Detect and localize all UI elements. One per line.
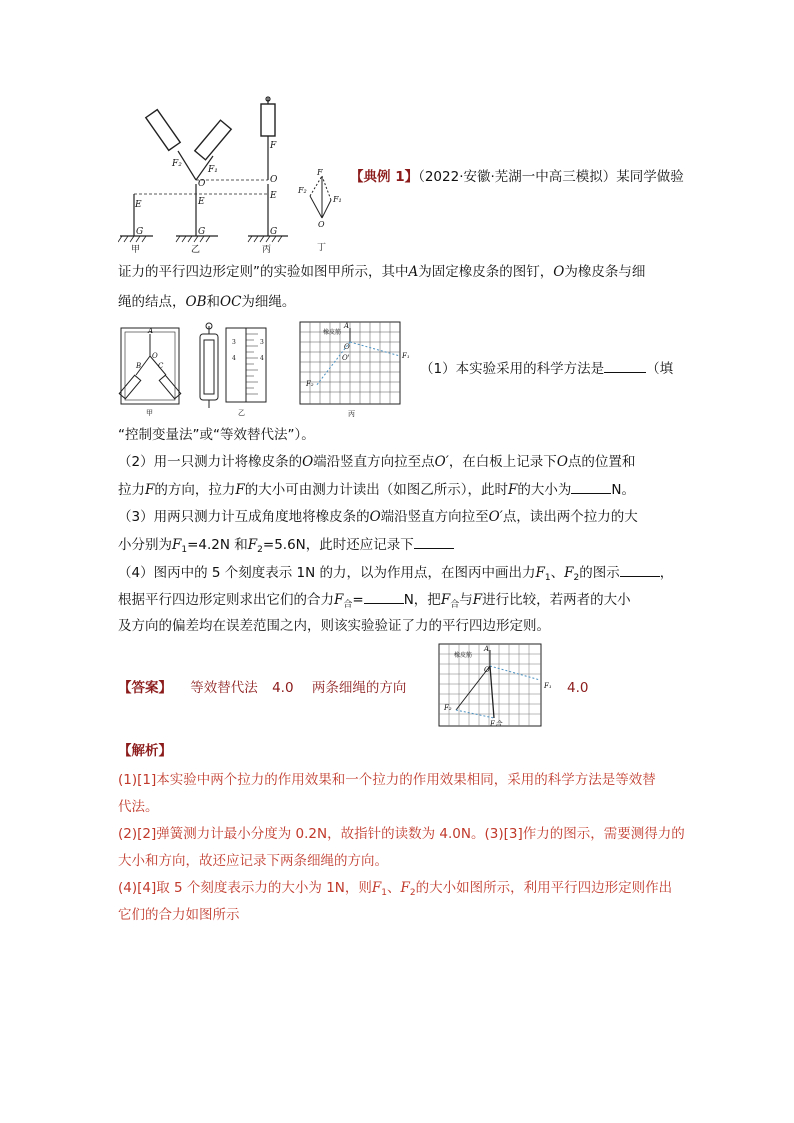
text: 与 xyxy=(459,592,473,608)
question-4-line-3 xyxy=(118,616,550,636)
question-3-line-2 xyxy=(118,534,454,560)
text: 绳的结点， xyxy=(118,294,186,310)
text: 的图示 xyxy=(579,565,620,581)
text: 为固定橡皮条的图钉， xyxy=(418,264,554,280)
svg-text:A: A xyxy=(484,645,490,653)
svg-text:E: E xyxy=(135,200,142,210)
svg-text:G: G xyxy=(198,227,206,237)
text: =5.6N，此时还应记录下 xyxy=(262,537,414,553)
text: O′ xyxy=(488,509,503,525)
text: 和 xyxy=(206,294,220,310)
text: 的大小为 xyxy=(517,482,572,498)
text: A xyxy=(408,264,419,280)
question-1-line-1 xyxy=(420,358,673,379)
svg-text:O: O xyxy=(198,179,206,189)
svg-text:F₂: F₂ xyxy=(172,159,182,169)
text: 2 xyxy=(409,888,416,898)
text: OC xyxy=(220,294,242,310)
text: O xyxy=(369,509,381,525)
svg-text:E: E xyxy=(198,197,205,207)
answer-row xyxy=(118,678,406,698)
answer-3: 两条细绳的方向 xyxy=(311,680,407,696)
svg-text:橡皮筋: 橡皮筋 xyxy=(323,329,342,336)
text: 端沿竖直方向拉至 xyxy=(380,509,489,525)
svg-text:乙: 乙 xyxy=(191,245,201,255)
svg-text:甲: 甲 xyxy=(146,409,153,417)
text: F xyxy=(334,592,344,608)
text: （填 xyxy=(646,361,674,377)
svg-text:F₂: F₂ xyxy=(298,186,307,195)
question-1-line-2 xyxy=(118,425,315,445)
answer-blank[interactable] xyxy=(364,589,404,604)
text: 根据平行四边形定则求出它们的合力 xyxy=(118,592,334,608)
text: F xyxy=(564,565,574,581)
answer-blank[interactable] xyxy=(571,479,611,494)
text: 2 xyxy=(257,545,263,555)
svg-text:A: A xyxy=(148,327,154,335)
text: 2 xyxy=(573,573,580,583)
text: ，在白板上记录下 xyxy=(448,454,557,470)
svg-text:F: F xyxy=(270,141,277,151)
text: 证力的平行四边形定则”的实验如图甲所示，其中 xyxy=(118,264,409,280)
svg-text:A: A xyxy=(344,322,350,330)
svg-text:F₁: F₁ xyxy=(402,352,410,360)
svg-text:E: E xyxy=(270,191,277,201)
intro-text: 某同学做验 xyxy=(616,169,684,185)
svg-text:O': O' xyxy=(342,354,350,362)
text: ， xyxy=(659,565,674,581)
analysis-p1-b: 代法。 xyxy=(118,799,159,815)
text: OB xyxy=(185,294,207,310)
text: F xyxy=(247,537,258,553)
answer-blank[interactable] xyxy=(414,534,454,549)
svg-text:G: G xyxy=(270,227,278,237)
text: （2）用一只测力计将橡皮条的 xyxy=(118,454,303,470)
example-line-3 xyxy=(118,292,295,312)
analysis-p2-a: (2)[2]弹簧测力计最小分度为 0.2N，故指针的读数为 4.0N。(3)[3]作力的图示，需要测得力的 xyxy=(118,826,685,842)
question-2-line-2 xyxy=(118,479,635,500)
text: 的大小可由测力计读出（如图乙所示），此时 xyxy=(244,482,508,498)
text: 拉力 xyxy=(118,482,145,498)
example-intro xyxy=(350,167,684,187)
text: O xyxy=(553,264,565,280)
text: “控制变量法”或“等效替代法”）。 xyxy=(118,427,315,443)
example-tag: 【典例 1】 xyxy=(350,169,419,185)
top-figure xyxy=(118,96,348,256)
analysis-p3-a xyxy=(118,878,672,903)
text: F xyxy=(371,880,382,896)
svg-text:4: 4 xyxy=(260,355,264,362)
text: 为细绳。 xyxy=(241,294,296,310)
text: F xyxy=(172,537,182,553)
svg-text:甲: 甲 xyxy=(131,245,141,255)
svg-text:O: O xyxy=(152,352,158,360)
answer-1: 等效替代法 xyxy=(190,680,258,696)
text: 的方向，拉力 xyxy=(154,482,236,498)
text: (4)[4]取 5 个刻度表示力的大小为 1N，则 xyxy=(118,880,372,896)
text: 及方向的偏差均在误差范围之内，则该实验验证了力的平行四边形定则。 xyxy=(118,618,550,634)
svg-text:3: 3 xyxy=(260,339,264,346)
middle-figure xyxy=(118,320,418,420)
text: 1 xyxy=(544,573,551,583)
svg-text:F₁: F₁ xyxy=(544,682,552,690)
text: 合 xyxy=(450,600,460,610)
text: 点，读出两个拉力的大 xyxy=(502,509,638,525)
text: N，把 xyxy=(403,592,441,608)
text: 为橡皮条与细 xyxy=(564,264,646,280)
svg-text:丙: 丙 xyxy=(262,245,272,255)
answer-2: 4.0 xyxy=(272,680,294,696)
svg-text:丙: 丙 xyxy=(348,410,355,418)
svg-text:O: O xyxy=(270,175,278,185)
svg-text:F合: F合 xyxy=(490,720,502,728)
analysis-p2-b: 大小和方向，故还应记录下两条细绳的方向。 xyxy=(118,853,388,869)
text: 进行比较，若两者的大小 xyxy=(482,592,631,608)
example-line-2 xyxy=(118,262,645,282)
analysis-tag: 【解析】 xyxy=(118,743,172,759)
text: 端沿竖直方向拉至点 xyxy=(313,454,435,470)
text: 合 xyxy=(343,600,353,610)
text: 小分别为 xyxy=(118,537,172,553)
svg-text:F₁: F₁ xyxy=(208,165,218,175)
text: O xyxy=(302,454,314,470)
text: O′ xyxy=(434,454,449,470)
text: F xyxy=(440,592,451,608)
svg-text:3: 3 xyxy=(232,339,236,346)
text: O xyxy=(556,454,568,470)
text: 、 xyxy=(550,565,565,581)
svg-text:O: O xyxy=(344,343,350,351)
text: =4.2N 和 xyxy=(187,537,248,553)
text: = xyxy=(352,592,364,608)
text: F xyxy=(145,482,155,498)
text: （4）图丙中的 5 个刻度表示 1N 的力，以为作用点，在图丙中画出力 xyxy=(118,565,536,581)
answer-4: 4.0 xyxy=(567,680,589,696)
svg-text:O: O xyxy=(484,666,490,674)
text: F xyxy=(472,592,483,608)
svg-text:G: G xyxy=(136,227,144,237)
svg-text:橡皮筋: 橡皮筋 xyxy=(454,652,473,659)
text: N。 xyxy=(611,482,635,498)
text: （3）用两只测力计互成角度地将橡皮条的 xyxy=(118,509,370,525)
svg-text:F₂: F₂ xyxy=(306,380,314,388)
text: 1 xyxy=(181,545,188,555)
answer-blank[interactable] xyxy=(620,562,660,577)
analysis-p1-a: (1)[1]本实验中两个拉力的作用效果和一个拉力的作用效果相同，采用的科学方法是等效替 xyxy=(118,772,656,788)
text: F xyxy=(400,880,410,896)
question-3-line-1 xyxy=(118,507,638,527)
svg-text:F: F xyxy=(317,168,323,177)
text: 的大小如图所示，利用平行四边形定则作出 xyxy=(415,880,673,896)
text: 点的位置和 xyxy=(567,454,636,470)
answer-tag: 【答案】 xyxy=(118,680,172,696)
analysis-p3-b: 它们的合力如图所示 xyxy=(118,907,240,923)
text: F xyxy=(235,482,245,498)
question-4-line-1 xyxy=(118,562,673,588)
svg-text:乙: 乙 xyxy=(238,409,245,417)
svg-text:丁: 丁 xyxy=(317,243,327,253)
svg-text:C: C xyxy=(158,362,164,370)
answer-blank[interactable] xyxy=(604,358,646,373)
text: F xyxy=(508,482,518,498)
text: （1）本实验采用的科学方法是 xyxy=(420,361,605,377)
svg-text:O: O xyxy=(318,220,325,229)
svg-text:F₂: F₂ xyxy=(444,704,452,712)
question-2-line-1 xyxy=(118,452,635,472)
svg-text:F₁: F₁ xyxy=(333,195,342,204)
svg-text:4: 4 xyxy=(232,355,236,362)
text: 、 xyxy=(387,880,401,896)
example-source: （2022·安徽·芜湖一中高三模拟） xyxy=(418,169,617,185)
text: 1 xyxy=(381,888,388,898)
svg-text:B: B xyxy=(136,362,142,370)
text: F xyxy=(535,565,545,581)
question-4-line-2 xyxy=(118,589,631,615)
answer-figure xyxy=(438,642,562,730)
